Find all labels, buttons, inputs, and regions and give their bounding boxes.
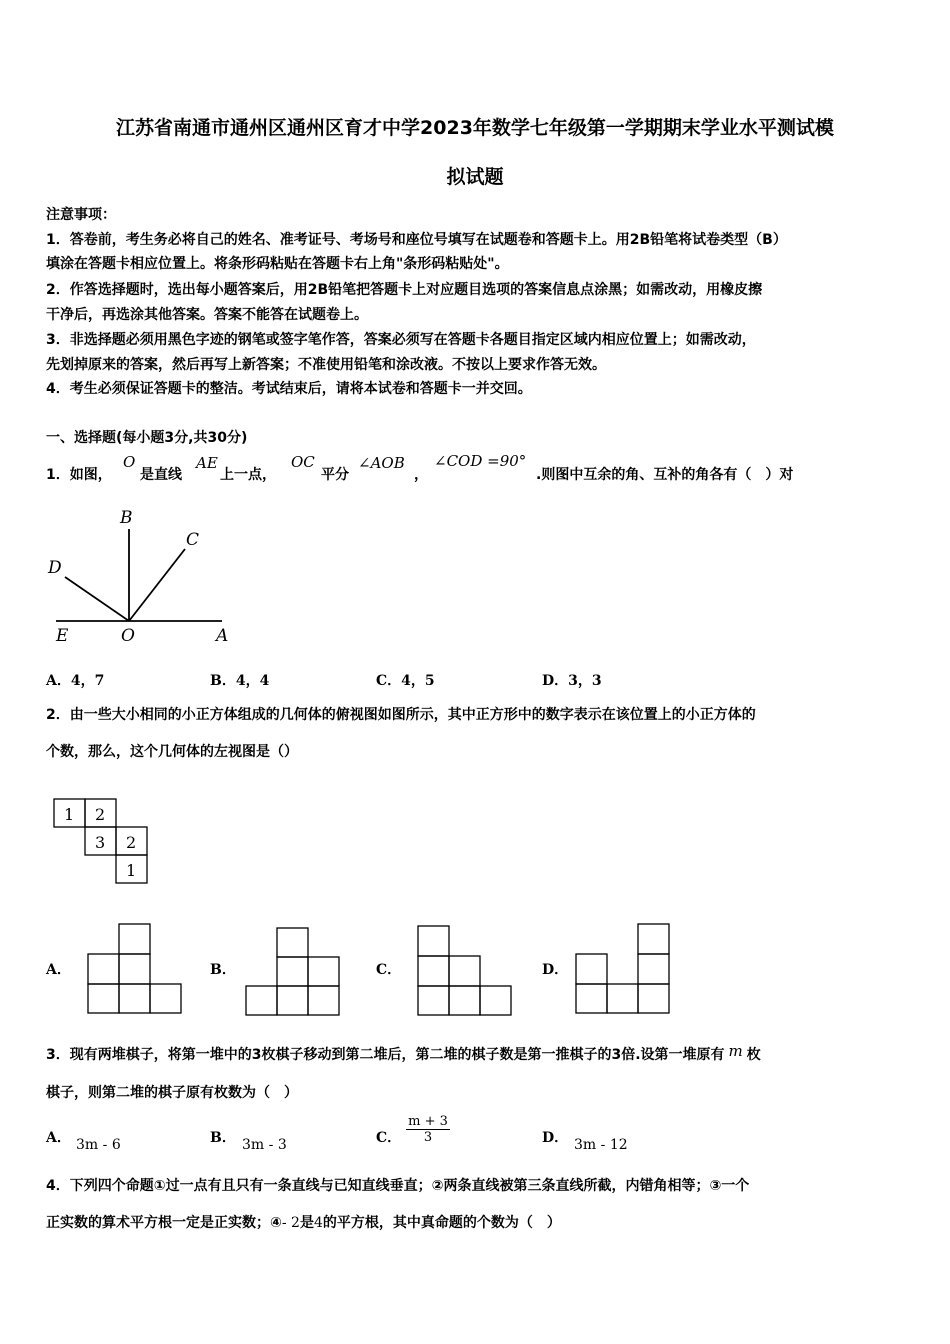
grid-number: 3 [95,833,106,852]
q4-text-part: 的平方根，其中真命题的个数为（ ） [322,1215,561,1231]
label-e: E [56,626,69,646]
question-2-line1: 2．由一些大小相同的小正方体组成的几何体的俯视图如图所示，其中正方形中的数字表示在该位置上的小正方体的 [46,707,756,723]
label-o: O [121,626,135,646]
notice-line: 3．非选择题必须用黑色字迹的钢笔或签字笔作答，答案必须写在答题卡各题目指定区域内相应位置上；如需改动， [46,332,756,348]
question-3-line1 [46,1044,906,1070]
question-3-line2: 棋子，则第二堆的棋子原有枚数为（ ） [46,1085,298,1101]
q1-math: O [123,453,136,471]
grid-number: 1 [126,861,137,880]
q1-math: OC [291,453,315,471]
q1-text-part: 是直线 [140,467,182,483]
q4-text-part: 是 [299,1215,314,1231]
q1-text-part: 1．如图， [46,467,112,483]
page-title-continued: 拟试题 [446,166,504,188]
q2-option-b-view[interactable] [244,926,342,1016]
q2-option-c-label[interactable]: C． [376,962,402,978]
grid-number: 1 [64,805,75,824]
q3-option-c-fraction[interactable] [406,1114,450,1145]
q3-option-a-label[interactable]: A． [46,1130,71,1146]
q1-text-part: .则图中互余的角、互补的角各有（ ）对 [536,467,794,483]
question-4-line1: 4．下列四个命题①过一点有且只有一条直线与已知直线垂直；②两条直线被第三条直线所截，内错角相等；③一个 [46,1178,750,1194]
q2-option-c-view[interactable] [416,924,514,1016]
q3-option-d-expr[interactable]: 3m - 12 [574,1137,628,1153]
q1-option-b[interactable]: B．4，4 [210,673,270,689]
fraction-numerator: m + 3 [406,1114,450,1130]
q4-math: - 2 [281,1215,300,1231]
label-c: C [186,530,200,550]
section-heading: 一、选择题(每小题3分,共30分) [46,430,248,446]
q1-angle-figure [40,505,240,650]
grid-number: 2 [95,805,106,824]
q2-option-d-label[interactable]: D． [542,962,569,978]
q3-option-a-expr[interactable]: 3m - 6 [76,1137,121,1153]
fraction-denominator: 3 [423,1130,433,1145]
label-a: A [216,626,229,646]
notice-line: 填涂在答题卡相应位置上。将条形码粘贴在答题卡右上角"条形码粘贴处"。 [46,256,509,272]
question-4-line2 [46,1212,906,1232]
question-2-line2: 个数，那么，这个几何体的左视图是（） [46,744,298,760]
q3-option-d-label[interactable]: D． [542,1130,569,1146]
page-title: 江苏省南通市通州区通州区育才中学2023年数学七年级第一学期期末学业水平测试模 [116,117,834,139]
ray-oc [129,549,185,621]
notice-line: 1．答卷前，考生务必将自己的姓名、准考证号、考场号和座位号填写在试题卷和答题卡上。用2B铅笔将试卷类型（B） [46,232,787,248]
notice-line: 干净后，再选涂其他答案。答案不能答在试题卷上。 [46,307,368,323]
q4-math: 4 [313,1215,323,1231]
label-d: D [48,558,62,578]
grid-number: 2 [126,833,137,852]
q1-math: ∠COD =90° [434,452,527,470]
q3-math: m [728,1042,743,1060]
notice-line: 2．作答选择题时，选出每小题答案后，用2B铅笔把答题卡上对应题目选项的答案信息点涂黑；如需改动，用橡皮擦 [46,282,763,298]
q3-text-part: 3．现有两堆棋子，将第一堆中的3枚棋子移动到第二堆后，第二堆的棋子数是第一推棋子的3倍.设第一堆原有 [46,1047,725,1063]
q3-option-b-label[interactable]: B． [210,1130,236,1146]
q2-option-b-label[interactable]: B． [210,962,236,978]
q1-option-d[interactable]: D．3，3 [542,673,602,689]
q3-option-c-label[interactable]: C． [376,1130,402,1146]
q1-text-part: 上一点， [220,467,276,483]
q4-text-part: 正实数的算术平方根一定是正实数；④ [46,1215,282,1231]
label-b: B [120,508,133,528]
q3-option-b-expr[interactable]: 3m - 3 [242,1137,287,1153]
q1-option-a[interactable]: A．4，7 [46,673,105,689]
q3-text-part: 枚 [746,1047,761,1063]
notice-heading: 注意事项： [46,207,116,223]
question-1-text [46,452,906,488]
q1-text-part: 平分 [321,467,349,483]
ray-od [65,577,129,621]
q1-math: ∠AOB [358,454,405,472]
q1-text-part: ， [414,467,428,483]
q2-top-view-grid [52,797,152,887]
q2-option-a-view[interactable] [86,922,184,1014]
q2-option-d-view[interactable] [574,922,672,1014]
q2-option-a-label[interactable]: A． [46,962,71,978]
q1-option-c[interactable]: C．4，5 [376,673,435,689]
notice-line: 4．考生必须保证答题卡的整洁。考试结束后，请将本试卷和答题卡一并交回。 [46,381,532,397]
notice-line: 先划掉原来的答案，然后再写上新答案；不准使用铅笔和涂改液。不按以上要求作答无效。 [46,357,606,373]
q1-math: AE [196,454,218,472]
